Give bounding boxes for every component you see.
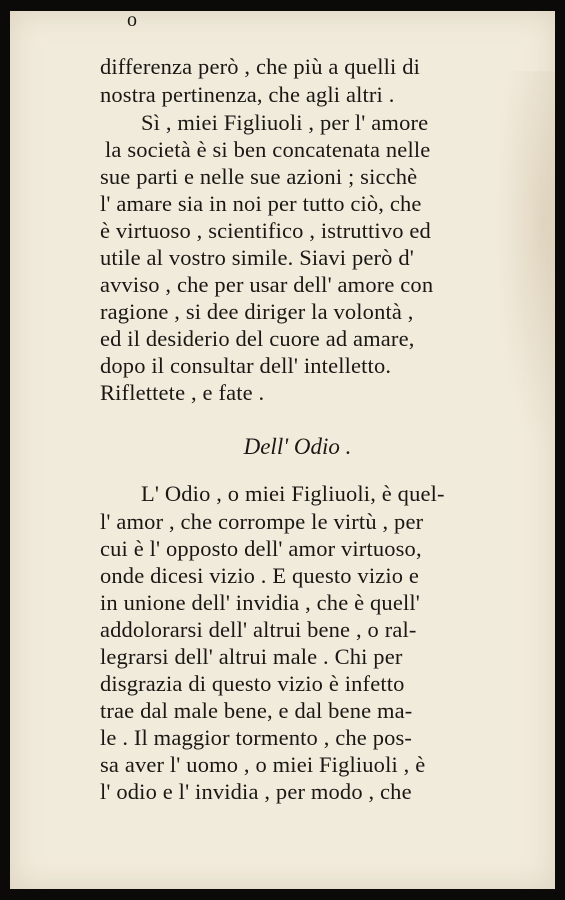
text-line: sue parti e nelle sue azioni ; sicchè	[100, 164, 418, 189]
text-line: la società è si ben concatenata nelle	[105, 137, 431, 162]
text-line: sa aver l' uomo , o miei Figliuoli , è	[100, 752, 426, 777]
top-mark: o	[127, 9, 137, 31]
text-line: cui è l' opposto dell' amor virtuoso,	[100, 536, 422, 561]
book-page	[10, 11, 555, 889]
text-line: ragione , si dee diriger la volontà ,	[100, 299, 414, 324]
text-line: utile al vostro simile. Siavi però d'	[100, 245, 414, 270]
text-line: onde dicesi vizio . E questo vizio e	[100, 563, 420, 588]
text-line: avviso , che per usar dell' amore con	[100, 272, 434, 297]
text-line: le . Il maggior tormento , che pos-	[100, 725, 413, 750]
text-line: Riflettete , e fate .	[100, 380, 265, 405]
text-line: nostra pertinenza, che agli altri .	[100, 82, 395, 107]
text-line: Sì , miei Figliuoli , per l' amore	[141, 110, 429, 135]
text-line: disgrazia di questo vizio è infetto	[100, 671, 405, 696]
section-heading: Dell' Odio .	[243, 434, 352, 459]
text-line: trae dal male bene, e dal bene ma-	[100, 698, 413, 723]
text-line: differenza però , che più a quelli di	[100, 54, 421, 79]
text-line: legrarsi dell' altrui male . Chi per	[100, 644, 403, 669]
text-line: ed il desiderio del cuore ad amare,	[100, 326, 415, 351]
text-line: l' amare sia in noi per tutto ciò, che	[100, 191, 422, 216]
text-line: L' Odio , o miei Figliuoli, è quel-	[141, 481, 445, 506]
text-line: in unione dell' invidia , che è quell'	[100, 590, 420, 615]
text-line: l' amor , che corrompe le virtù , per	[100, 509, 424, 534]
text-line: addolorarsi dell' altrui bene , o ral-	[100, 617, 417, 642]
text-line: dopo il consultar dell' intelletto.	[100, 353, 392, 378]
text-line: è virtuoso , scientifico , istruttivo ed	[100, 218, 431, 243]
text-line: l' odio e l' invidia , per modo , che	[100, 779, 412, 804]
